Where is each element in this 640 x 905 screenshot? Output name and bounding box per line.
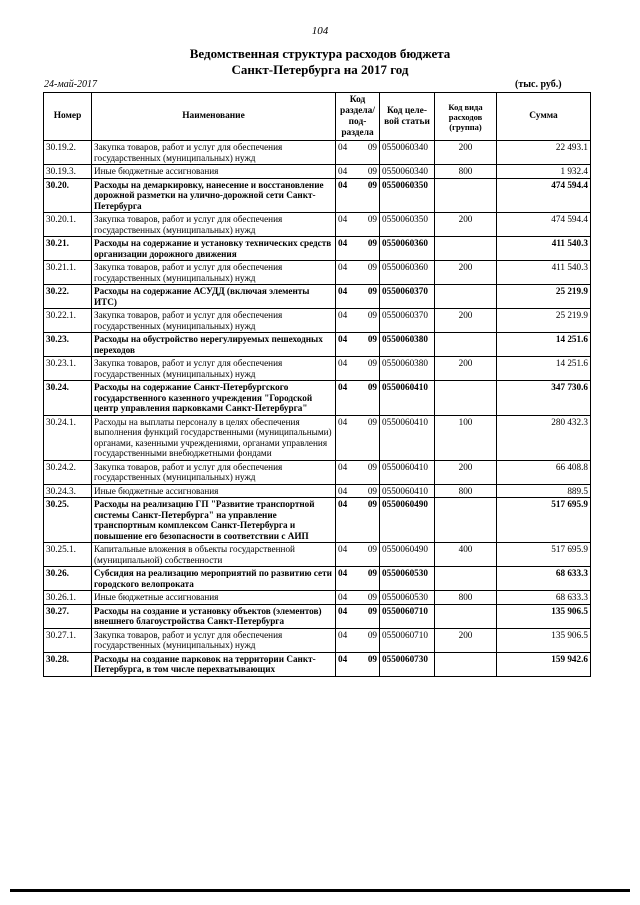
table-row	[44, 141, 591, 165]
row-target: 0550060410	[380, 484, 435, 498]
title-line-1: Ведомственная структура расходов бюджета	[189, 46, 451, 61]
row-expense-type	[435, 381, 497, 416]
table-row	[44, 178, 591, 213]
table-row	[44, 213, 591, 237]
row-number: 30.22.1.	[44, 309, 92, 333]
row-number: 30.25.1.	[44, 543, 92, 567]
row-number: 30.26.	[44, 567, 92, 591]
row-subsection: 09	[356, 357, 380, 381]
row-name: Расходы на создание парковок на территории Санкт-Петербурга, в том числе перехватывающих	[92, 652, 336, 676]
row-name: Расходы на обустройство нерегулируемых пешеходных переходов	[92, 333, 336, 357]
row-name: Субсидия на реализацию мероприятий по развитию сети городского велопроката	[92, 567, 336, 591]
row-section: 04	[336, 567, 356, 591]
row-number: 30.21.1.	[44, 261, 92, 285]
row-sum: 135 906.5	[497, 604, 591, 628]
row-subsection: 09	[356, 261, 380, 285]
row-sum: 14 251.6	[497, 333, 591, 357]
row-subsection: 09	[356, 178, 380, 213]
row-number: 30.20.	[44, 178, 92, 213]
row-name: Расходы на создание и установку объектов (элементов) внешнего благоустройства Санкт-Петербурга	[92, 604, 336, 628]
table-row	[44, 628, 591, 652]
header-target: Код целе- вой статьи	[380, 93, 435, 141]
row-name: Расходы на содержание АСУДД (включая элементы ИТС)	[92, 285, 336, 309]
table-row	[44, 415, 591, 460]
header-sum: Сумма	[497, 93, 591, 141]
table-row	[44, 261, 591, 285]
row-expense-type: 200	[435, 213, 497, 237]
row-subsection: 09	[356, 309, 380, 333]
row-sum: 411 540.3	[497, 261, 591, 285]
row-subsection: 09	[356, 285, 380, 309]
table-row	[44, 591, 591, 605]
row-target: 0550060530	[380, 591, 435, 605]
row-expense-type	[435, 285, 497, 309]
row-expense-type: 200	[435, 357, 497, 381]
row-target: 0550060360	[380, 237, 435, 261]
row-subsection: 09	[356, 628, 380, 652]
row-sum: 135 906.5	[497, 628, 591, 652]
row-expense-type: 200	[435, 460, 497, 484]
row-section: 04	[336, 178, 356, 213]
row-target: 0550060410	[380, 415, 435, 460]
table-row	[44, 652, 591, 676]
row-name: Расходы на содержание Санкт-Петербургского государственного казенного учреждения "Городской центр управления парковками Санкт-Петербурга"	[92, 381, 336, 416]
footer-divider	[10, 889, 630, 892]
row-section: 04	[336, 333, 356, 357]
row-sum: 280 432.3	[497, 415, 591, 460]
row-section: 04	[336, 357, 356, 381]
row-target: 0550060380	[380, 357, 435, 381]
table-row	[44, 309, 591, 333]
row-name: Закупка товаров, работ и услуг для обеспечения государственных (муниципальных) нужд	[92, 213, 336, 237]
row-section: 04	[336, 381, 356, 416]
row-section: 04	[336, 141, 356, 165]
row-section: 04	[336, 460, 356, 484]
row-section: 04	[336, 165, 356, 179]
row-target: 0550060340	[380, 165, 435, 179]
row-section: 04	[336, 309, 356, 333]
row-expense-type: 100	[435, 415, 497, 460]
row-name: Закупка товаров, работ и услуг для обеспечения государственных (муниципальных) нужд	[92, 261, 336, 285]
row-number: 30.19.2.	[44, 141, 92, 165]
row-section: 04	[336, 415, 356, 460]
table-row	[44, 498, 591, 543]
row-target: 0550060350	[380, 213, 435, 237]
row-name: Расходы на содержание и установку технических средств организации дорожного движения	[92, 237, 336, 261]
table-row	[44, 285, 591, 309]
row-sum: 159 942.6	[497, 652, 591, 676]
table-row	[44, 381, 591, 416]
row-expense-type: 200	[435, 628, 497, 652]
row-section: 04	[336, 213, 356, 237]
document-date: 24-май-2017	[44, 79, 98, 90]
row-number: 30.27.	[44, 604, 92, 628]
row-number: 30.19.3.	[44, 165, 92, 179]
units-label: (тыс. руб.)	[515, 79, 562, 90]
title-line-2: Санкт-Петербурга на 2017 год	[231, 62, 409, 77]
row-expense-type	[435, 498, 497, 543]
table-row	[44, 484, 591, 498]
row-sum: 68 633.3	[497, 591, 591, 605]
row-sum: 889.5	[497, 484, 591, 498]
row-expense-type	[435, 178, 497, 213]
row-subsection: 09	[356, 460, 380, 484]
row-expense-type	[435, 567, 497, 591]
row-number: 30.21.	[44, 237, 92, 261]
row-name: Иные бюджетные ассигнования	[92, 591, 336, 605]
row-subsection: 09	[356, 237, 380, 261]
row-section: 04	[336, 237, 356, 261]
row-name: Расходы на выплаты персоналу в целях обеспечения выполнения функций государственными (муниципальными) органами, казенными учреждениями, органами управления государственными внебюджетными фондами	[92, 415, 336, 460]
row-name: Расходы на демаркировку, нанесение и восстановление дорожной разметки на улично-дорожной сети Санкт-Петербурга	[92, 178, 336, 213]
row-expense-type: 800	[435, 591, 497, 605]
row-target: 0550060350	[380, 178, 435, 213]
table-row	[44, 567, 591, 591]
row-target: 0550060410	[380, 460, 435, 484]
table-row	[44, 604, 591, 628]
row-name: Капитальные вложения в объекты государственной (муниципальной) собственности	[92, 543, 336, 567]
row-target: 0550060370	[380, 285, 435, 309]
row-subsection: 09	[356, 381, 380, 416]
row-target: 0550060410	[380, 381, 435, 416]
row-number: 30.26.1.	[44, 591, 92, 605]
row-target: 0550060360	[380, 261, 435, 285]
row-subsection: 09	[356, 604, 380, 628]
row-section: 04	[336, 652, 356, 676]
row-target: 0550060710	[380, 628, 435, 652]
row-number: 30.23.1.	[44, 357, 92, 381]
row-section: 04	[336, 543, 356, 567]
row-target: 0550060340	[380, 141, 435, 165]
row-target: 0550060530	[380, 567, 435, 591]
row-subsection: 09	[356, 567, 380, 591]
row-sum: 474 594.4	[497, 213, 591, 237]
row-name: Расходы на реализацию ГП "Развитие транспортной системы Санкт-Петербурга" на управление транспортным комплексом Санкт-Петербурга и повышение его безопасности в соответствии с АИП	[92, 498, 336, 543]
row-section: 04	[336, 591, 356, 605]
row-target: 0550060490	[380, 543, 435, 567]
row-sum: 25 219.9	[497, 309, 591, 333]
row-subsection: 09	[356, 484, 380, 498]
row-expense-type: 800	[435, 484, 497, 498]
row-target: 0550060370	[380, 309, 435, 333]
row-subsection: 09	[356, 213, 380, 237]
row-name: Закупка товаров, работ и услуг для обеспечения государственных (муниципальных) нужд	[92, 628, 336, 652]
row-name: Закупка товаров, работ и услуг для обеспечения государственных (муниципальных) нужд	[92, 141, 336, 165]
row-expense-type: 200	[435, 261, 497, 285]
row-subsection: 09	[356, 652, 380, 676]
row-section: 04	[336, 484, 356, 498]
table-row	[44, 543, 591, 567]
row-number: 30.20.1.	[44, 213, 92, 237]
header-name: Наименование	[92, 93, 336, 141]
row-expense-type: 200	[435, 309, 497, 333]
row-name: Закупка товаров, работ и услуг для обеспечения государственных (муниципальных) нужд	[92, 309, 336, 333]
row-subsection: 09	[356, 333, 380, 357]
document-title	[0, 46, 640, 78]
row-sum: 411 540.3	[497, 237, 591, 261]
row-sum: 66 408.8	[497, 460, 591, 484]
row-sum: 347 730.6	[497, 381, 591, 416]
row-subsection: 09	[356, 543, 380, 567]
row-section: 04	[336, 498, 356, 543]
row-section: 04	[336, 604, 356, 628]
header-number: Номер	[44, 93, 92, 141]
row-number: 30.24.3.	[44, 484, 92, 498]
row-sum: 22 493.1	[497, 141, 591, 165]
row-section: 04	[336, 285, 356, 309]
row-section: 04	[336, 261, 356, 285]
table-row	[44, 460, 591, 484]
table-row	[44, 165, 591, 179]
row-expense-type: 400	[435, 543, 497, 567]
row-expense-type	[435, 604, 497, 628]
row-target: 0550060490	[380, 498, 435, 543]
row-sum: 517 695.9	[497, 543, 591, 567]
row-sum: 14 251.6	[497, 357, 591, 381]
row-expense-type	[435, 652, 497, 676]
row-subsection: 09	[356, 141, 380, 165]
row-number: 30.24.2.	[44, 460, 92, 484]
row-target: 0550060380	[380, 333, 435, 357]
row-number: 30.25.	[44, 498, 92, 543]
row-sum: 474 594.4	[497, 178, 591, 213]
row-sum: 68 633.3	[497, 567, 591, 591]
table-body	[44, 141, 591, 677]
row-section: 04	[336, 628, 356, 652]
row-sum: 517 695.9	[497, 498, 591, 543]
row-subsection: 09	[356, 498, 380, 543]
table-row	[44, 333, 591, 357]
row-number: 30.23.	[44, 333, 92, 357]
header-section: Код раздела/ под- раздела	[336, 93, 380, 141]
row-expense-type	[435, 237, 497, 261]
row-subsection: 09	[356, 591, 380, 605]
row-number: 30.22.	[44, 285, 92, 309]
row-subsection: 09	[356, 415, 380, 460]
budget-table	[43, 92, 591, 677]
row-expense-type	[435, 333, 497, 357]
row-target: 0550060730	[380, 652, 435, 676]
header-expense-type: Код вида расходов (группа)	[435, 93, 497, 141]
table-row	[44, 357, 591, 381]
row-name: Иные бюджетные ассигнования	[92, 484, 336, 498]
row-number: 30.27.1.	[44, 628, 92, 652]
row-number: 30.24.1.	[44, 415, 92, 460]
row-subsection: 09	[356, 165, 380, 179]
row-expense-type: 800	[435, 165, 497, 179]
row-target: 0550060710	[380, 604, 435, 628]
page-number: 104	[311, 25, 329, 37]
row-name: Иные бюджетные ассигнования	[92, 165, 336, 179]
row-sum: 1 932.4	[497, 165, 591, 179]
row-expense-type: 200	[435, 141, 497, 165]
row-number: 30.24.	[44, 381, 92, 416]
row-number: 30.28.	[44, 652, 92, 676]
table-row	[44, 237, 591, 261]
row-sum: 25 219.9	[497, 285, 591, 309]
row-name: Закупка товаров, работ и услуг для обеспечения государственных (муниципальных) нужд	[92, 357, 336, 381]
row-name: Закупка товаров, работ и услуг для обеспечения государственных (муниципальных) нужд	[92, 460, 336, 484]
